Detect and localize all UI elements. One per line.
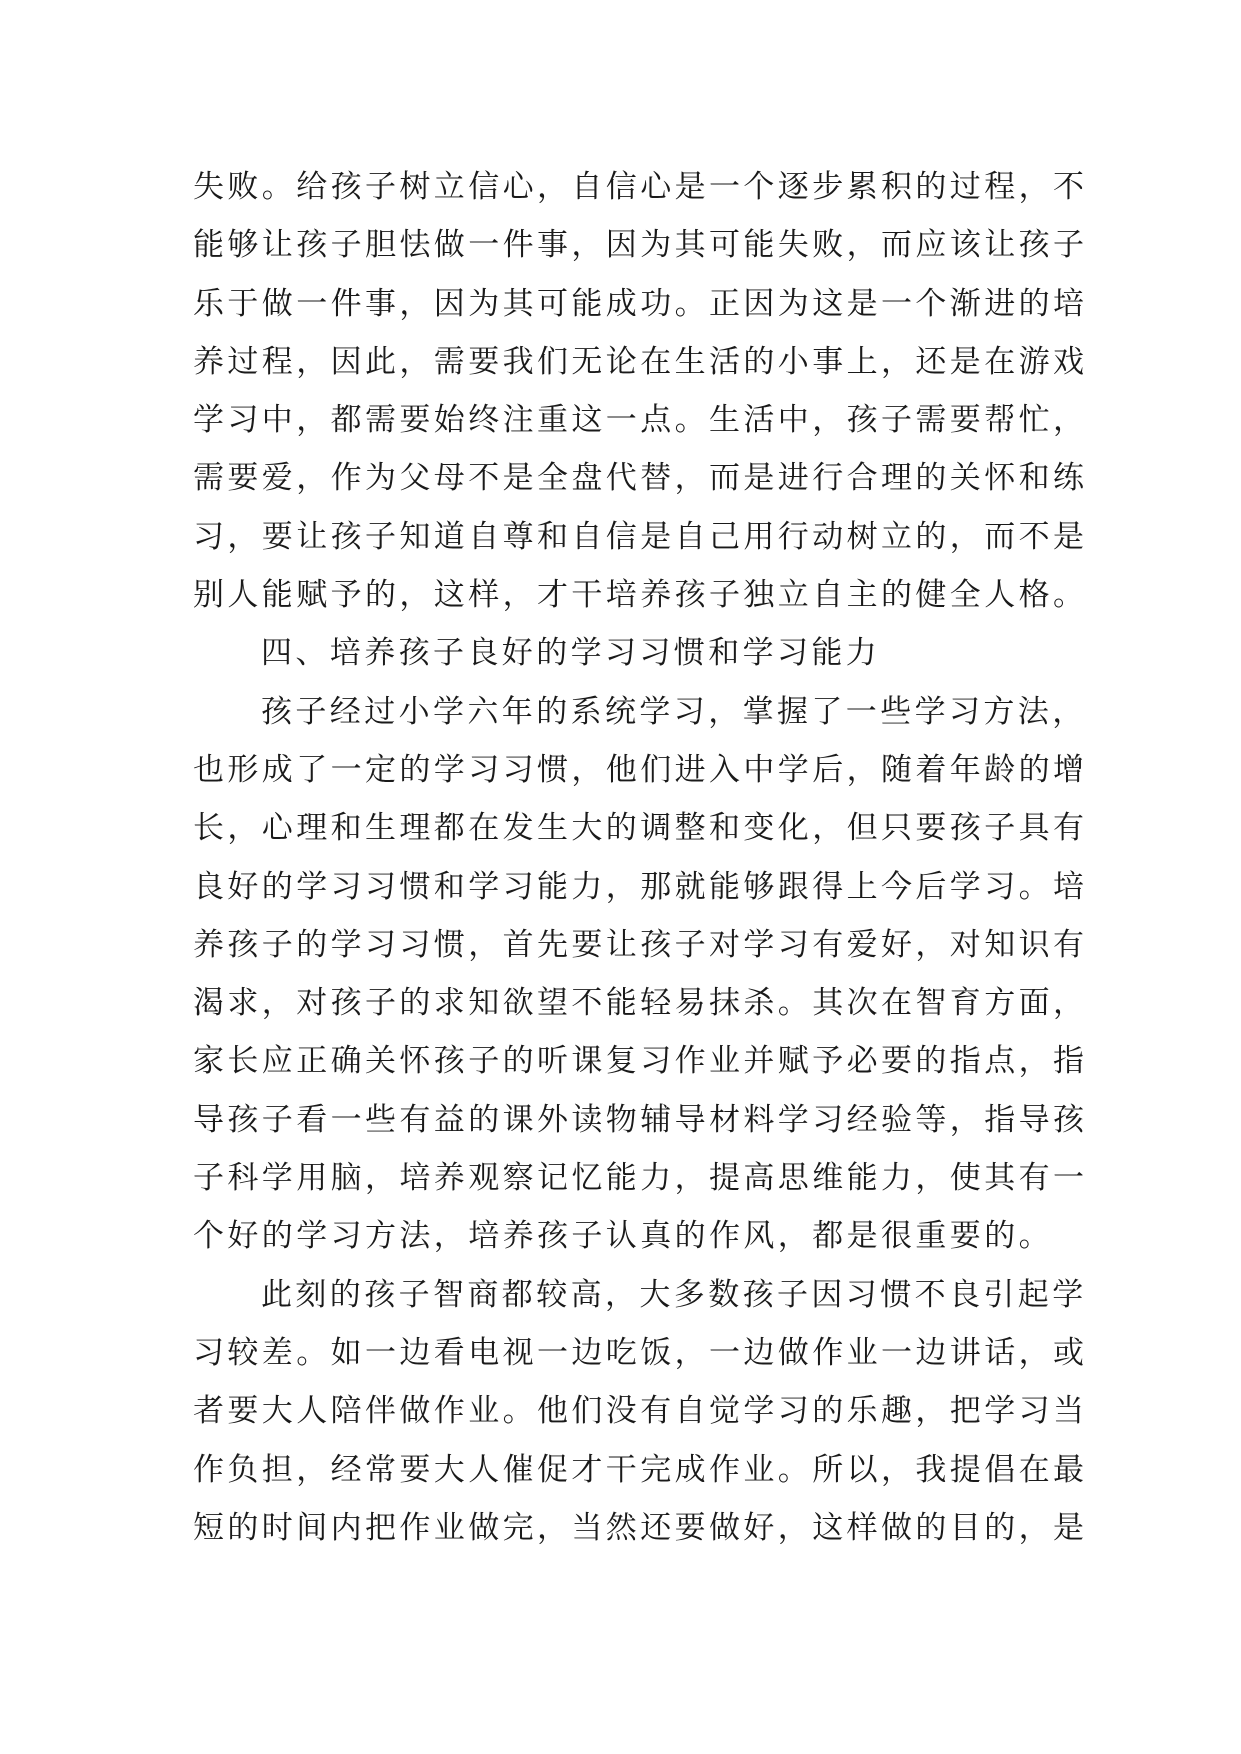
text-line: 习，要让孩子知道自尊和自信是自己用行动树立的，而不是 (193, 518, 1088, 555)
text-line: 孩子经过小学六年的系统学习，掌握了一些学习方法， (261, 693, 1087, 730)
text-line: 导孩子看一些有益的课外读物辅导材料学习经验等，指导孩 (193, 1101, 1088, 1138)
text-line: 此刻的孩子智商都较高，大多数孩子因习惯不良引起学 (261, 1276, 1087, 1313)
text-line: 需要爱，作为父母不是全盘代替，而是进行合理的关怀和练 (193, 460, 1088, 497)
text-line: 渴求，对孩子的求知欲望不能轻易抹杀。其次在智育方面， (193, 985, 1088, 1022)
text-line: 能够让孩子胆怯做一件事，因为其可能失败，而应该让孩子 (193, 227, 1088, 264)
document-body (193, 158, 1088, 1557)
text-line: 别人能赋予的，这样，才干培养孩子独立自主的健全人格。 (193, 577, 1088, 614)
text-line: 家长应正确关怀孩子的听课复习作业并赋予必要的指点，指 (193, 1043, 1088, 1080)
text-line: 学习中，都需要始终注重这一点。生活中，孩子需要帮忙， (193, 402, 1088, 439)
text-line: 失败。给孩子树立信心，自信心是一个逐步累积的过程，不 (193, 169, 1088, 205)
text-line: 也形成了一定的学习习惯，他们进入中学后，随着年龄的增 (193, 751, 1088, 788)
text-line: 养过程，因此，需要我们无论在生活的小事上，还是在游戏 (193, 343, 1088, 380)
text-line: 习较差。如一边看电视一边吃饭，一边做作业一边讲话，或 (193, 1334, 1088, 1371)
text-line: 短的时间内把作业做完，当然还要做好，这样做的目的，是 (193, 1509, 1088, 1546)
text-line: 者要大人陪伴做作业。他们没有自觉学习的乐趣，把学习当 (193, 1393, 1088, 1430)
text-line: 长，心理和生理都在发生大的调整和变化，但只要孩子具有 (193, 810, 1088, 847)
text-line: 四、培养孩子良好的学习习惯和学习能力 (261, 635, 881, 672)
text-line: 作负担，经常要大人催促才干完成作业。所以，我提倡在最 (193, 1451, 1088, 1488)
text-line: 乐于做一件事，因为其可能成功。正因为这是一个渐进的培 (193, 285, 1088, 322)
text-line: 良好的学习习惯和学习能力，那就能够跟得上今后学习。培 (193, 868, 1088, 905)
text-line: 个好的学习方法，培养孩子认真的作风，都是很重要的。 (193, 1218, 1053, 1255)
text-line: 养孩子的学习习惯，首先要让孩子对学习有爱好，对知识有 (193, 926, 1088, 963)
text-line: 子科学用脑，培养观察记忆能力，提高思维能力，使其有一 (193, 1160, 1088, 1197)
